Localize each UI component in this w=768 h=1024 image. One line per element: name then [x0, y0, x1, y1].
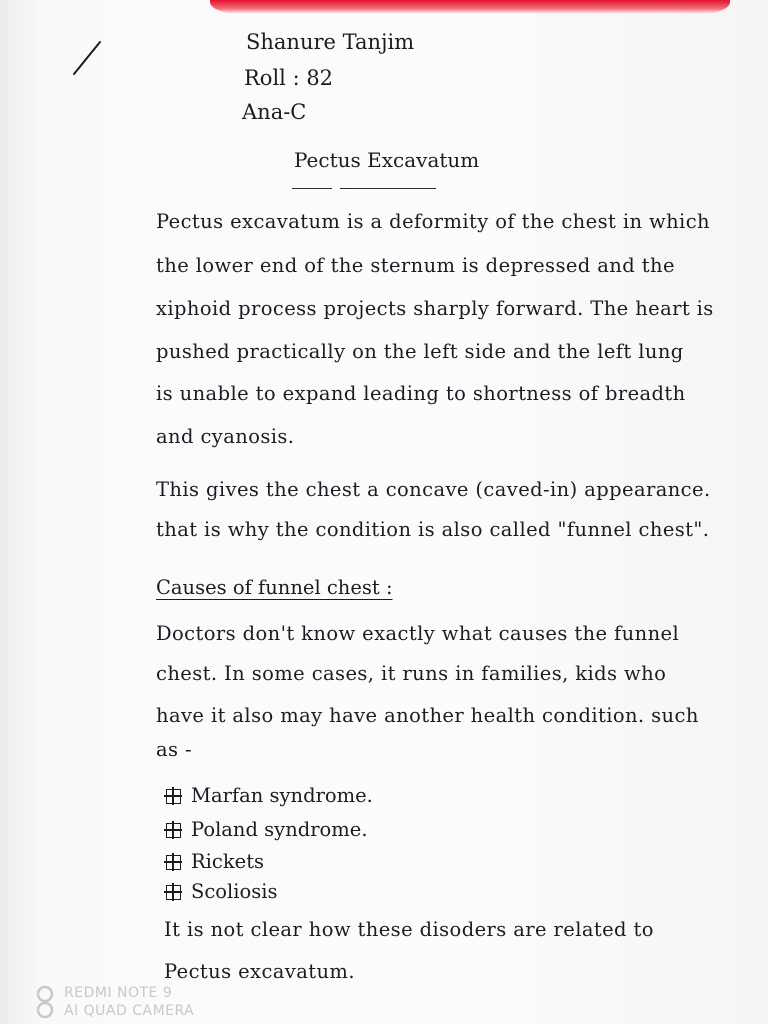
paragraph-line: that is why the condition is also called "funnel chest".	[156, 518, 710, 541]
red-binding-edge	[210, 0, 730, 14]
list-item: Poland syndrome.	[166, 818, 368, 841]
watermark-line: AI QUAD CAMERA	[64, 1003, 195, 1019]
paragraph-line: Doctors don't know exactly what causes the funnel	[156, 622, 680, 645]
paragraph-line: as -	[156, 738, 193, 761]
paragraph-line: xiphoid process projects sharply forward. The heart is	[156, 297, 714, 320]
paragraph-line: Pectus excavatum is a deformity of the chest in which	[156, 210, 710, 233]
paragraph-line: the lower end of the sternum is depressed and the	[156, 254, 675, 277]
page-title: Pectus Excavatum	[294, 148, 480, 172]
list-item: Scoliosis	[166, 880, 277, 903]
paragraph-line: Pectus excavatum.	[164, 960, 355, 983]
checkbox-bullet-icon	[166, 789, 181, 804]
causes-heading: Causes of funnel chest :	[156, 576, 393, 599]
paragraph-line: It is not clear how these disoders are related to	[164, 918, 654, 941]
check-mark-icon	[70, 38, 110, 78]
section-label: Ana-C	[242, 100, 307, 124]
paragraph-line: have it also may have another health condition. such	[156, 704, 699, 727]
roll-number: Roll : 82	[244, 66, 334, 90]
paragraph-line: This gives the chest a concave (caved-in) appearance.	[156, 478, 711, 501]
watermark-line: REDMI NOTE 9	[64, 985, 173, 1001]
paragraph-line: is unable to expand leading to shortness of breadth	[156, 382, 686, 405]
checkbox-bullet-icon	[166, 855, 181, 870]
camera-logo-icon	[32, 984, 58, 1020]
student-name: Shanure Tanjim	[246, 30, 415, 54]
paragraph-line: pushed practically on the left side and the left lung	[156, 340, 684, 363]
checkbox-bullet-icon	[166, 885, 181, 900]
paragraph-line: and cyanosis.	[156, 425, 295, 448]
list-item: Marfan syndrome.	[166, 784, 373, 807]
checkbox-bullet-icon	[166, 823, 181, 838]
paragraph-line: chest. In some cases, it runs in families, kids who	[156, 662, 667, 685]
title-underline	[292, 174, 452, 176]
list-item: Rickets	[166, 850, 264, 873]
camera-watermark	[34, 984, 194, 1020]
